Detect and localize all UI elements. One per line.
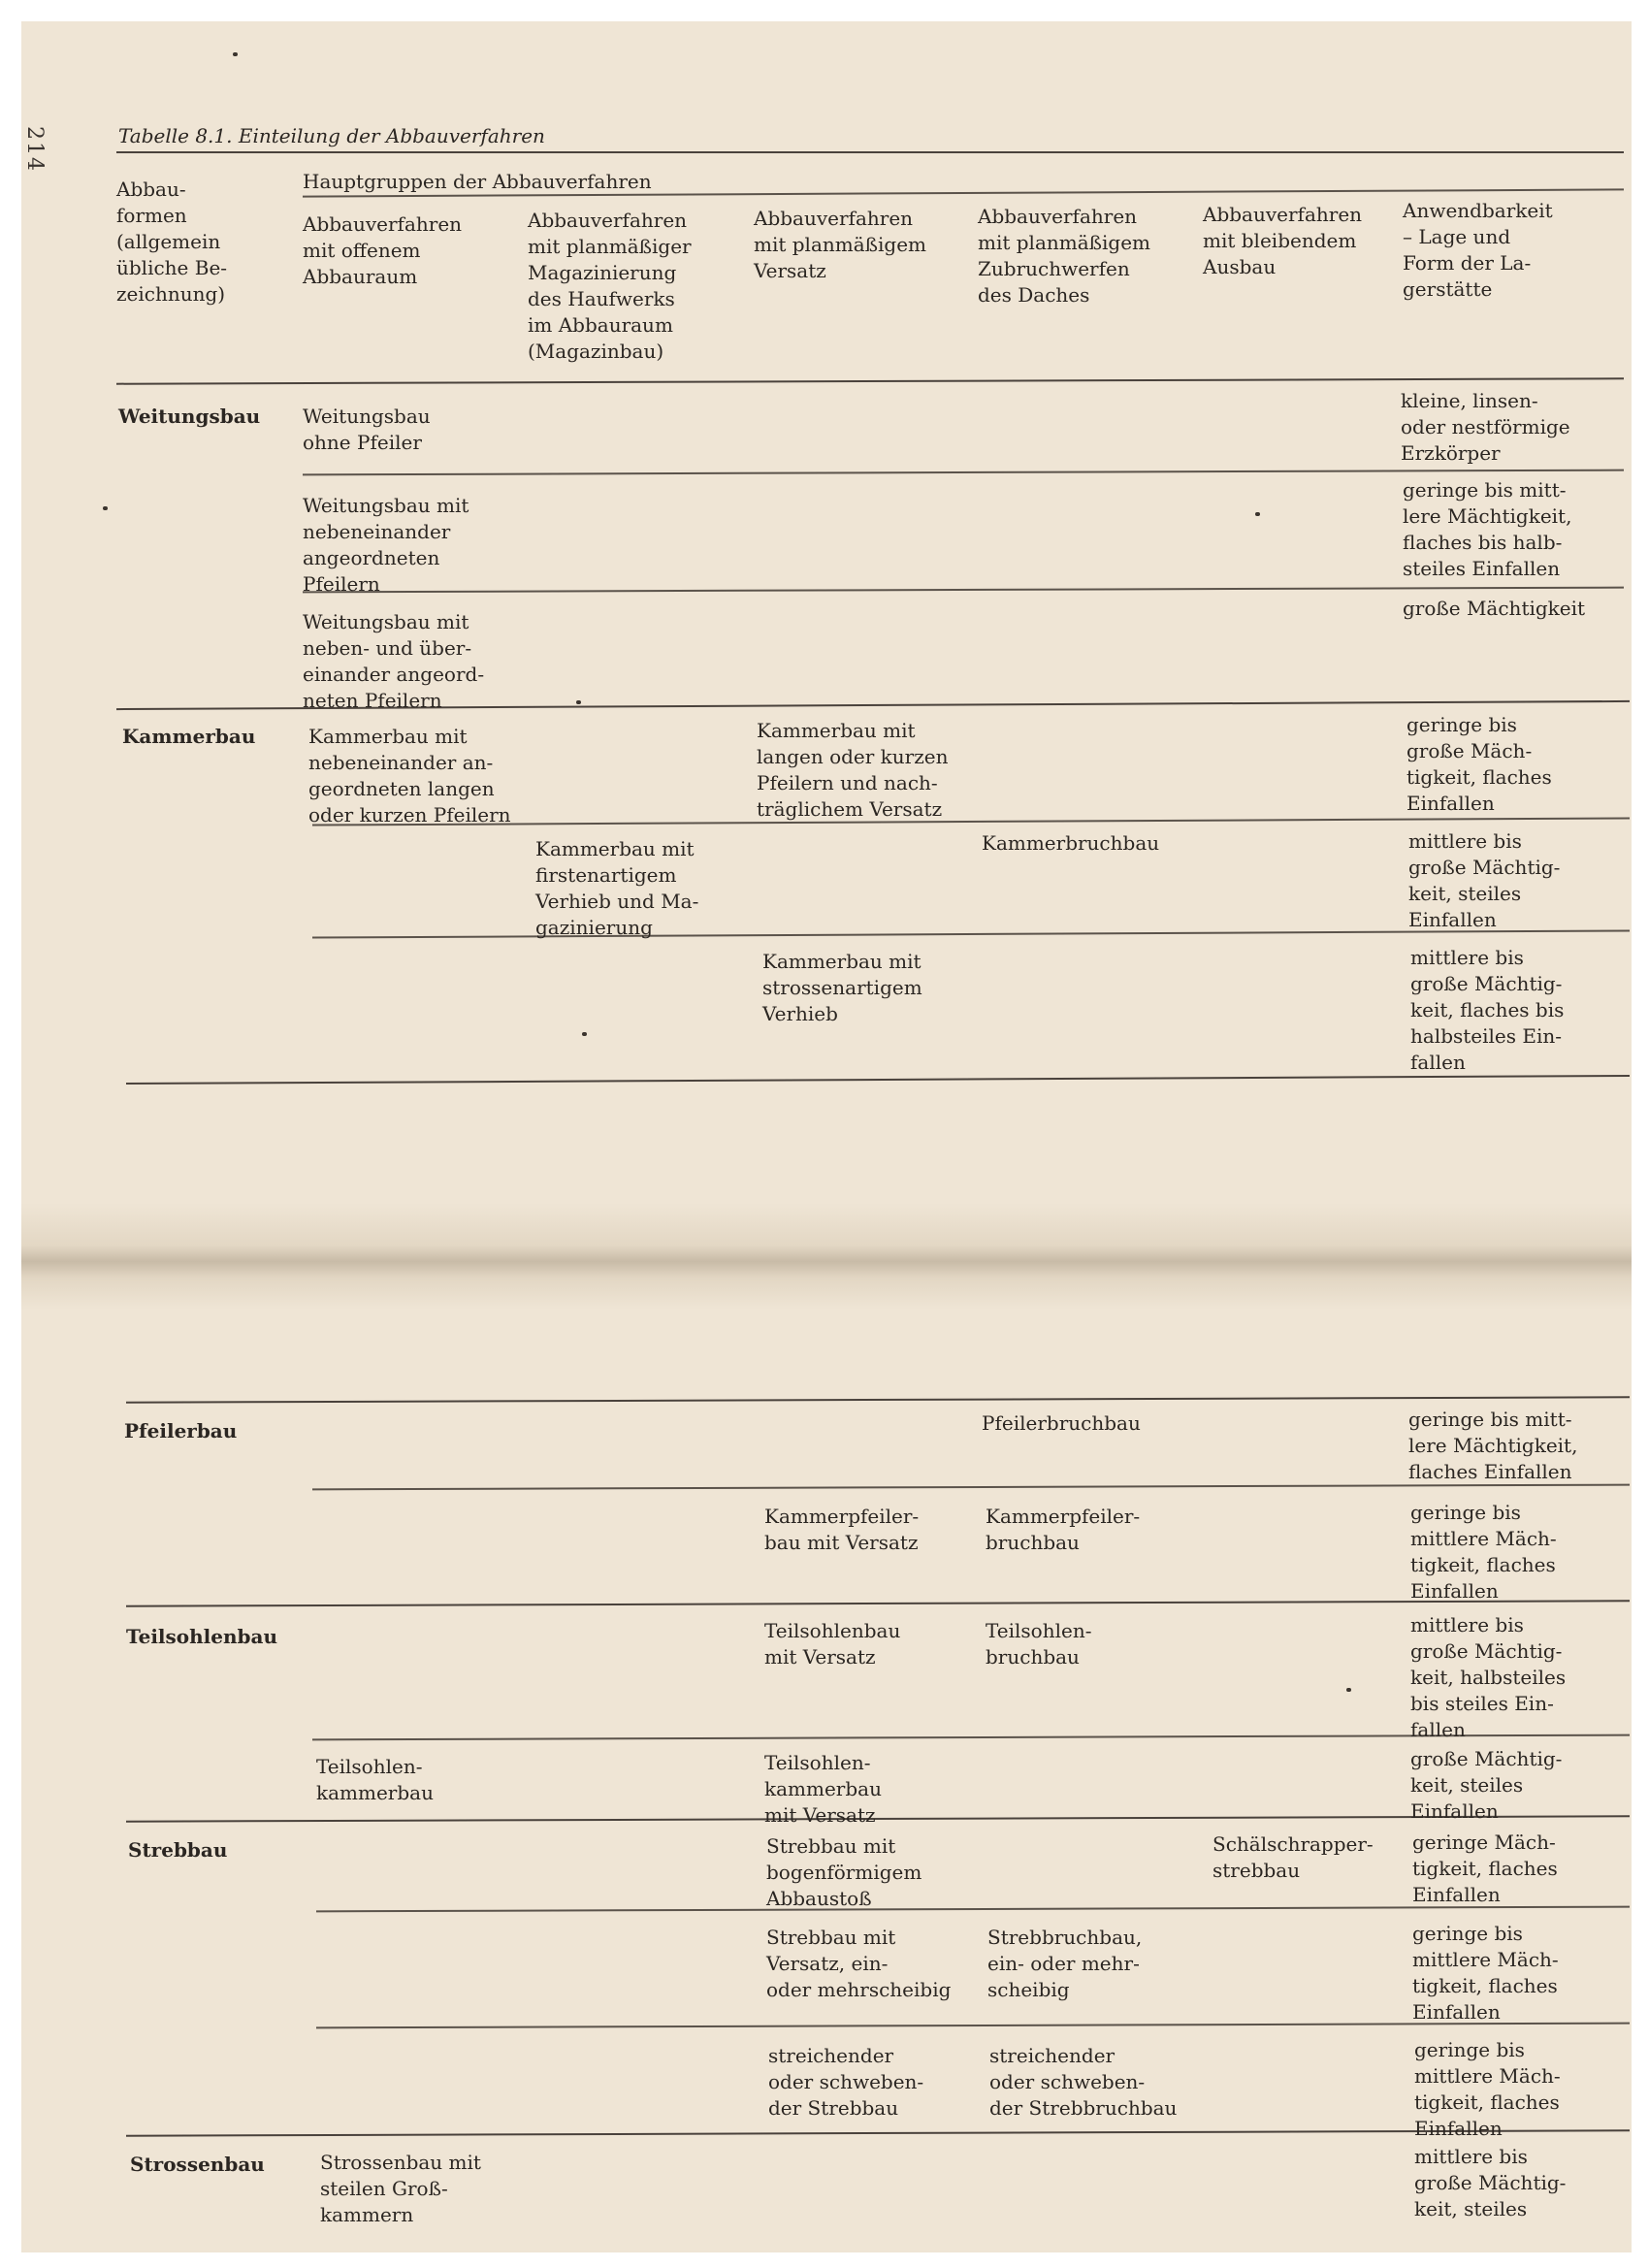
cell-p2-caving: Kammerpfeiler- bruchbau (986, 1505, 1141, 1554)
cell-p1-caving: Pfeilerbruchbau (982, 1411, 1141, 1435)
cell-t1-applicability: mittlere bis große Mächtig- keit, halbsteiles bis steiles Ein- fallen (1410, 1613, 1567, 1741)
cell-p2-applicability: geringe bis mittlere Mäch- tigkeit, flaches Einfallen (1410, 1501, 1557, 1603)
scan-speck (233, 52, 238, 56)
cell-p1-applicability: geringe bis mitt- lere Mächtigkeit, flaches Einfallen (1408, 1408, 1578, 1483)
form-weitungsbau: Weitungsbau (118, 405, 261, 428)
header-support: Abbauverfahren mit bleibendem Ausbau (1203, 203, 1363, 278)
scan-speck (576, 700, 581, 704)
cell-k1-backfill: Kammerbau mit langen oder kurzen Pfeilern und nach- träglichem Versatz (757, 719, 949, 821)
cell-s2-applicability: geringe bis mittlere Mäch- tigkeit, flaches Einfallen (1412, 1922, 1559, 2024)
cell-s1-backfill: Strebbau mit bogenförmigem Abbaustoß (766, 1834, 922, 1910)
cell-t2-applicability: große Mächtig- keit, steiles Einfallen (1410, 1747, 1563, 1823)
cell-k3-backfill: Kammerbau mit strossenartigem Verhieb (762, 950, 922, 1025)
cell-w2-applicability: geringe bis mitt- lere Mächtigkeit, flaches bis halb- steiles Einfallen (1403, 478, 1572, 580)
rule-w2 (303, 587, 1624, 593)
form-pfeilerbau: Pfeilerbau (124, 1419, 238, 1442)
form-strebbau: Strebbau (128, 1838, 228, 1862)
cell-t1-backfill: Teilsohlenbau mit Versatz (764, 1619, 901, 1669)
scan-speck (582, 1032, 587, 1036)
scan-speck (1346, 1688, 1351, 1692)
header-main-groups: Hauptgruppen der Abbauverfahren (303, 170, 652, 193)
cell-w1-applicability: kleine, linsen- oder nestförmige Erzkörper (1401, 389, 1570, 465)
cell-k1-applicability: geringe bis große Mäch- tigkeit, flaches Einfallen (1406, 713, 1552, 815)
cell-w2-open: Weitungsbau mit nebeneinander angeordneten Pfeilern (303, 494, 469, 596)
form-teilsohlenbau: Teilsohlenbau (126, 1625, 277, 1648)
header-open-stope: Abbauverfahren mit offenem Abbauraum (303, 212, 463, 288)
cell-k2-applicability: mittlere bis große Mächtig- keit, steiles Einfallen (1408, 829, 1561, 931)
cell-k3-applicability: mittlere bis große Mächtig- keit, flaches bis halbsteiles Ein- fallen (1410, 946, 1565, 1074)
cell-s2-caving: Strebbruchbau, ein- oder mehr- scheibig (987, 1926, 1143, 2001)
rule-pfeilerbau (126, 1396, 1630, 1403)
cell-s3-caving: streichender oder schweben- der Strebbruchbau (989, 2044, 1178, 2120)
cell-w3-applicability: große Mächtigkeit (1403, 597, 1586, 620)
header-forms: Abbau- formen (allgemein übliche Be- zeichnung) (116, 178, 228, 306)
cell-t2-backfill: Teilsohlen- kammerbau mit Versatz (764, 1751, 882, 1827)
cell-st1-open: Strossenbau mit steilen Groß- kammern (320, 2151, 481, 2226)
table-caption: Tabelle 8.1. Einteilung der Abbauverfahren (118, 124, 545, 147)
header-backfill: Abbauverfahren mit planmäßigem Versatz (754, 207, 927, 282)
form-kammerbau: Kammerbau (122, 725, 256, 748)
scan-speck (1255, 512, 1260, 516)
cell-st1-applicability: mittlere bis große Mächtig- keit, steiles (1414, 2145, 1567, 2220)
scanned-page (21, 21, 1632, 2252)
header-applicability: Anwendbarkeit – Lage und Form der La- gerstätte (1403, 199, 1553, 301)
page-number: 214 (22, 126, 47, 173)
cell-s1-support: Schälschrapper- strebbau (1212, 1832, 1374, 1882)
rule-header-bottom (116, 377, 1624, 384)
cell-s2-backfill: Strebbau mit Versatz, ein- oder mehrscheibig (766, 1926, 952, 2001)
cell-w1-open: Weitungsbau ohne Pfeiler (303, 405, 431, 454)
page-fold-shadow (21, 1203, 1632, 1310)
cell-t1-caving: Teilsohlen- bruchbau (986, 1619, 1092, 1669)
cell-k1-open: Kammerbau mit nebeneinander an- geordneten langen oder kurzen Pfeilern (308, 725, 511, 826)
rule-top-half-end (126, 1075, 1630, 1085)
rule-w1 (303, 470, 1624, 475)
rule-top (116, 151, 1624, 153)
header-caving: Abbauverfahren mit planmäßigem Zubruchwerfen des Daches (978, 205, 1151, 307)
cell-p2-backfill: Kammerpfeiler- bau mit Versatz (764, 1505, 920, 1554)
rule-strossenbau (126, 2129, 1630, 2136)
scan-speck (103, 506, 108, 510)
cell-s3-backfill: streichender oder schweben- der Strebbau (768, 2044, 924, 2120)
cell-s1-applicability: geringe Mäch- tigkeit, flaches Einfallen (1412, 1831, 1558, 1906)
form-strossenbau: Strossenbau (130, 2153, 265, 2176)
cell-w3-open: Weitungsbau mit neben- und über- einander angeord- neten Pfeilern (303, 610, 485, 712)
cell-t2-open: Teilsohlen- kammerbau (316, 1755, 434, 1804)
header-magazine: Abbauverfahren mit planmäßiger Magazinierung des Haufwerks im Abbauraum (Magazinbau) (528, 209, 692, 363)
cell-k2-magazine: Kammerbau mit firstenartigem Verhieb und Ma- gazinierung (535, 837, 699, 939)
rule-teilsohlenbau (126, 1600, 1630, 1606)
cell-s3-applicability: geringe bis mittlere Mäch- tigkeit, flaches Einfallen (1414, 2038, 1561, 2140)
cell-k2-caving: Kammerbruchbau (982, 831, 1160, 855)
